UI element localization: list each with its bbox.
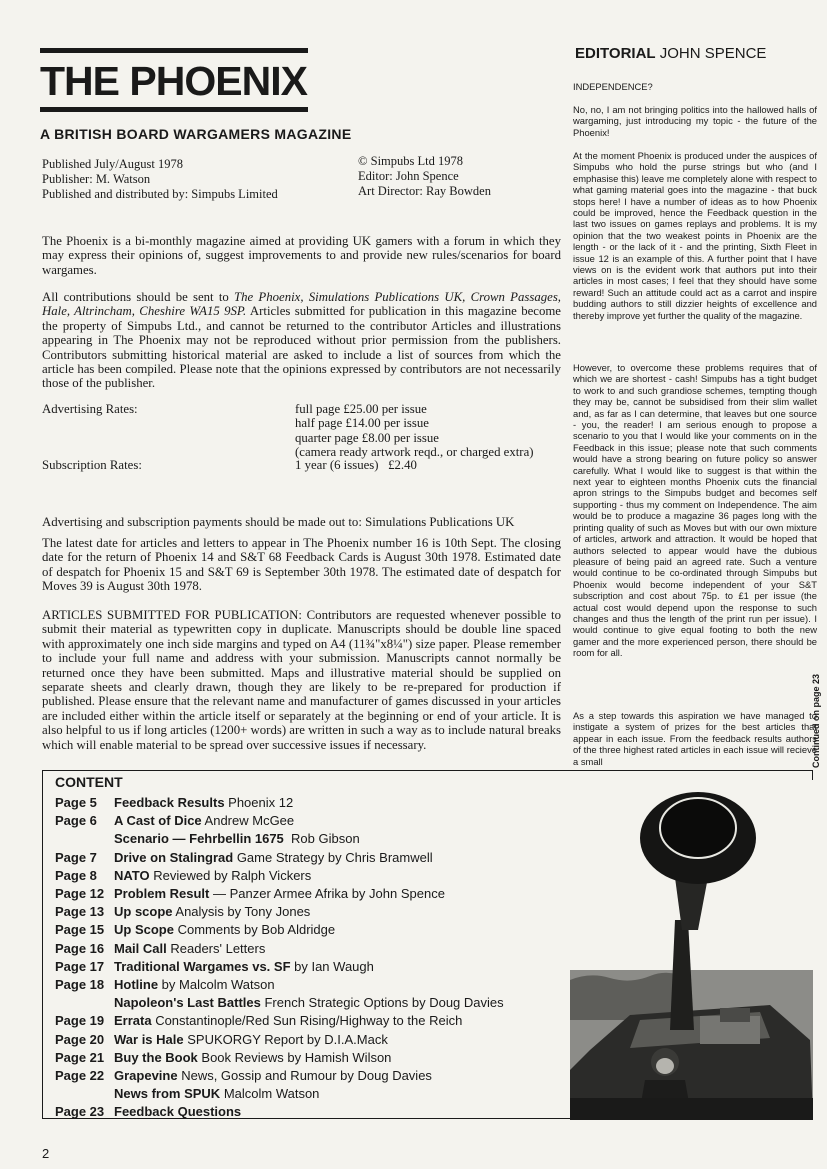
dates-paragraph: The latest date for articles and letters to appear in The Phoenix number 16 is 10th Sept. The closing date for the return of Phoenix 14 and S&T 68 Feedback Cards is August 30th 1978. Estimated date of despatch for Phoenix 15 and S&T 69 is September 30th 1978. The estimated date of despatch for Moves 39 is August 30th 1978. [42, 536, 561, 594]
editorial-paragraph-1: No, no, I am not bringing politics into the hallowed halls of wargaming, just introducing my topic - the future of the Phoenix! [573, 104, 817, 138]
contents-article-detail: — Panzer Armee Afrika by John Spence [209, 886, 445, 901]
rate-quarter-page: quarter page £8.00 per issue [295, 430, 439, 445]
contents-row [55, 850, 433, 865]
contents-article-title: A Cast of Dice [114, 813, 202, 829]
contents-article-title: Traditional Wargames vs. SF [114, 958, 291, 974]
contents-row [55, 1032, 388, 1047]
contents-article-detail: Phoenix 12 [224, 795, 294, 810]
logo-rule-top [40, 48, 308, 53]
contents-article-detail: Rob Gibson [283, 831, 360, 847]
contents-article-detail: Readers' Letters [166, 940, 266, 956]
contents-article-title: Feedback Results [114, 795, 225, 810]
contents-article-detail: by Malcolm Watson [158, 977, 275, 992]
contents-row [55, 813, 294, 828]
publication-info-right [358, 154, 558, 199]
editorial-label: EDITORIAL [575, 45, 656, 62]
contents-article-title: Up scope [114, 904, 173, 920]
contents-row [55, 941, 265, 956]
art-director: Art Director: Ray Bowden [358, 184, 491, 198]
subscription-rate: 1 year (6 issues) £2.40 [295, 458, 417, 472]
contents-page-number: Page 7 [55, 849, 97, 865]
contents-article-detail: Andrew McGee [201, 813, 295, 829]
rate-half-page: half page £14.00 per issue [295, 416, 429, 431]
contents-article-detail: French Strategic Options by Doug Davies [260, 995, 504, 1011]
contents-article-title: Napoleon's Last Battles [114, 995, 261, 1011]
contents-article-title: Grapevine [114, 1068, 178, 1083]
contents-page-number: Page 15 [55, 922, 105, 938]
contents-row [55, 1050, 391, 1065]
contents-article-title: Problem Result [114, 886, 210, 901]
contents-article-detail: SPUKORGY Report by D.I.A.Mack [183, 1031, 388, 1047]
contents-page-number: Page 6 [55, 813, 97, 829]
contents-article-title: Feedback Questions [114, 1104, 242, 1120]
magazine-tagline: A BRITISH BOARD WARGAMERS MAGAZINE [40, 126, 352, 142]
continued-text: Continued on page 23 [811, 673, 821, 768]
contents-article-detail: by Ian Waugh [290, 958, 374, 974]
contents-page-number: Page 21 [55, 1049, 105, 1065]
contents-row [55, 1104, 241, 1119]
contents-row [55, 995, 504, 1010]
contents-article-title: NATO [114, 867, 150, 883]
contents-page-number: Page 19 [55, 1013, 105, 1029]
contents-article-detail: Game Strategy by Chris Bramwell [233, 849, 433, 865]
editorial-heading [575, 45, 766, 62]
contents-page-number: Page 8 [55, 867, 97, 883]
publication-info-left [42, 157, 342, 202]
contents-row [55, 922, 335, 937]
contributions-paragraph [42, 290, 561, 391]
contents-row [55, 1068, 432, 1083]
contents-page-number: Page 20 [55, 1031, 105, 1047]
articles-paragraph: ARTICLES SUBMITTED FOR PUBLICATION: Contributors are requested whenever possible to submit their material as typewritten copy in duplicate. Manuscripts should be double line spaced with approximately one inch side margins and typed on A4 (11¾"x8¼") size paper. Please remember to include your full name and address with your submission. Manuscripts cannot normally be returned once they have been submitted. Maps and illustrative material should be supplied on separate sheets and clearly drawn, though they are likely to be re-prepared for production if published. Please ensure that the relevant name and manufacturer of games discussed in your articles are included either within the article itself or separately at the beginning or end of your article. It is also helpful to us if long articles (1200+ words) are written in such a way as to include natural breaks which will enable material to be spread over successive issues if necessary. [42, 608, 561, 752]
contents-article-title: Mail Call [114, 940, 167, 956]
contents-article-title: Hotline [114, 977, 159, 992]
contents-page-number: Page 17 [55, 958, 105, 974]
contents-row [55, 1086, 319, 1101]
distributor: Published and distributed by: Simpubs Limited [42, 187, 278, 201]
subscription-label: Subscription Rates: [42, 458, 142, 472]
contents-article-detail: Book Reviews by Hamish Wilson [197, 1049, 392, 1065]
contents-heading: CONTENT [55, 774, 123, 790]
rate-full-page: full page £25.00 per issue [295, 402, 427, 416]
contents-row [55, 886, 445, 901]
editorial-paragraph-4: As a step towards this aspiration we have managed to instigate a system of prizes for the best articles that appear in each issue. From the feedback results authors of the three highest rated articles in each issue will recieve a small [573, 710, 817, 767]
published-date: Published July/August 1978 [42, 157, 183, 171]
contents-article-title: Drive on Stalingrad [114, 849, 234, 865]
contents-article-title: War is Hale [114, 1031, 184, 1047]
contents-article-title: Scenario — Fehrbellin 1675 [114, 831, 284, 847]
contents-page-number: Page 22 [55, 1068, 105, 1083]
advertising-label: Advertising Rates: [42, 402, 138, 416]
continued-note [808, 660, 824, 770]
contents-row [55, 831, 360, 846]
contents-row [55, 904, 310, 919]
tank-photo [570, 780, 813, 1120]
contents-row [55, 959, 374, 974]
copyright: © Simpubs Ltd 1978 [358, 154, 463, 168]
editorial-author: JOHN SPENCE [659, 45, 767, 62]
contents-article-title: Errata [114, 1013, 152, 1029]
intro-paragraph: The Phoenix is a bi-monthly magazine aimed at providing UK gamers with a forum in which they may express their opinions of, suggest improvements to and provide new rules/scenarios for board wargames. [42, 234, 561, 277]
contents-article-detail: Constantinople/Red Sun Rising/Highway to the Reich [151, 1013, 463, 1029]
logo-rule-bottom [40, 107, 308, 112]
contributions-rest: Articles submitted for publication in this magazine become the property of Simpubs Ltd., and cannot be returned to the contributor Articles and illustrations appearing in The Phoenix may not be reproduced without prior permission from the publishers. Contributors submitting historical material are asked to include a list of sources from which the article has been compiled. Please note that the opinions expressed by contributors are not necessarily those of the publisher. [42, 304, 561, 391]
contents-row [55, 795, 293, 810]
contents-article-detail: News, Gossip and Rumour by Doug Davies [177, 1068, 432, 1083]
contents-page-number: Page 12 [55, 886, 105, 901]
contents-row [55, 1013, 462, 1028]
editorial-paragraph-3: However, to overcome these problems requires that of which we are shortest - cash! Simpubs has a tight budget to work to and such grandiose schemes, tempting though they may be, cannot be subsidised from their slim wallet and, as far as I can determine, that leaves but one source - you, the reader! I am serious enough to propose a scenario to you that I would like your comments on in the Feedback in this issue; please note that such comments would have a strong bearing on future policy so answer carefully. What I would like to suggest is that within the next year to eighteen months Phoenix cuts the financial apron strings to the Simpubs budget and becomes self supporting - thus my comment on Independence. The aim would be to produce a magazine 36 pages long with the printing quality of such as Moves but with our own mixture of articles, artwork and attraction. It would be hoped that authors selected to appear would have the dubious pleasure of being paid an agreed rate. Such a venture would continue to be co-ordinated through Simpubs but Phoenix would become independent of your S&T subscription and cost about 75p. to £1 per issue (the actual cost would depend upon the response to such changes and thus the length of the print run per issue). I would continue to give equal footing to both the new gamer and the more experienced person, there should be room for all. [573, 362, 817, 659]
contents-article-detail: Analysis by Tony Jones [172, 904, 311, 920]
contents-page-number: Page 13 [55, 904, 105, 920]
contents-page-number: Page 5 [55, 795, 97, 810]
contents-page-number: Page 18 [55, 977, 105, 992]
contributions-address: The Phoenix, Simulations Publications UK, Crown Passages, Hale, Altrincham, Cheshire WA15 9SP. [42, 290, 561, 319]
editor: Editor: John Spence [358, 169, 459, 183]
contents-article-title: News from SPUK [114, 1086, 221, 1102]
contents-article-title: Buy the Book [114, 1049, 198, 1065]
editorial-subhead: INDEPENDENCE? [573, 81, 653, 92]
publisher: Publisher: M. Watson [42, 172, 151, 186]
rate-camera-ready: (camera ready artwork reqd., or charged extra) [295, 445, 534, 460]
contents-row [55, 868, 311, 883]
contents-article-title: Up Scope [114, 922, 174, 938]
contents-row [55, 977, 275, 992]
contents-article-detail: Malcolm Watson [220, 1086, 320, 1102]
payment-note: Advertising and subscription payments should be made out to: Simulations Publications UK [42, 515, 515, 529]
contents-page-number: Page 16 [55, 940, 105, 956]
magazine-logo: THE PHOENIX [40, 58, 307, 104]
page-number: 2 [42, 1146, 50, 1161]
contents-page-number: Page 23 [55, 1104, 105, 1120]
contributions-lead: All contributions should be sent to [42, 290, 235, 304]
contents-article-detail: Reviewed by Ralph Vickers [149, 867, 312, 883]
editorial-paragraph-2: At the moment Phoenix is produced under the auspices of Simpubs who hold the purse strings but who (and I emphasise this) leave me completely alone with respect to what gaming material goes into the magazine - that buck stops here! I have a number of ideas as to how Phoenix could be improved, hence the Feedback question in the last two issues on games replays and problems. It is my opinion that the two weakest points in Phoenix are the length - or the lack of it - and the printing, Sixth Fleet in issue 12 is an example of this. A further point that I have views on is the evident work that authors put into their articles in most cases; I feel that they should have some reward! Such an attitude could act as a carrot and inspire budding authors to still dizzier heights of excellence and thereby improve yet further the quality of the magazine. [573, 150, 817, 321]
contents-article-detail: Comments by Bob Aldridge [173, 922, 336, 938]
advertising-rates [295, 402, 534, 460]
